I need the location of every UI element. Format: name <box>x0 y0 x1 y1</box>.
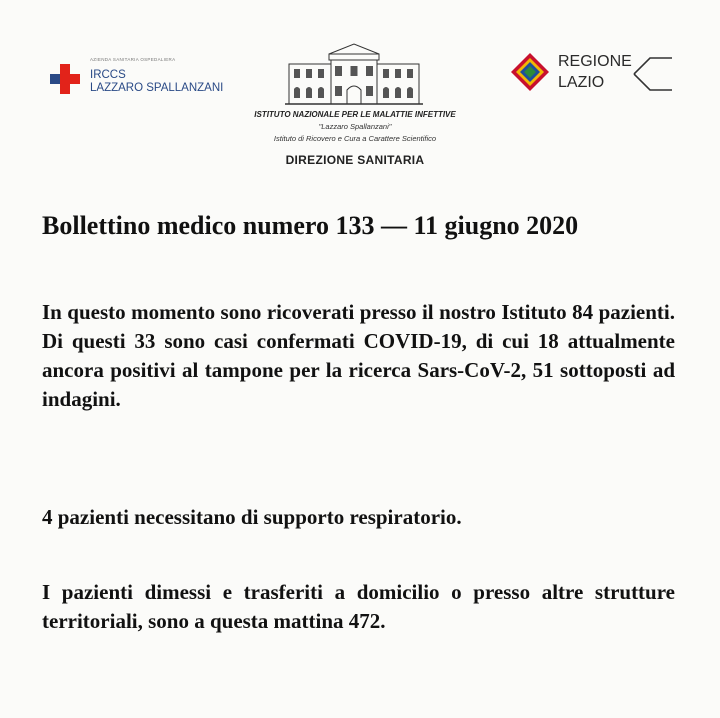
chevron-decoration-icon <box>632 52 674 96</box>
institute-subtitle: Istituto di Ricovero e Cura a Carattere Scientifico <box>273 134 437 143</box>
logo-spallanzani-text: LAZZARO SPALLANZANI <box>90 82 224 94</box>
department-name: DIREZIONE SANITARIA <box>285 153 425 167</box>
bulletin-paragraph-discharged: I pazienti dimessi e trasferiti a domicilio o presso altre strutture territoriali, sono a questa mattina 472. <box>42 580 675 633</box>
bulletin-title: Bollettino medico numero 133 — 11 giugno 2020 <box>42 211 579 240</box>
institute-name: "Lazzaro Spallanzani" <box>318 122 392 131</box>
logo-irccs-text: IRCCS <box>90 69 126 81</box>
logo-lazio-text: LAZIO <box>558 74 605 91</box>
regione-lazio-emblem-icon <box>510 52 550 92</box>
regione-lazio-logo <box>510 50 675 98</box>
bulletin-paragraph-respiratory: 4 pazienti necessitano di supporto respiratorio. <box>42 505 462 529</box>
institute-title: ISTITUTO NAZIONALE PER LE MALATTIE INFETTIVE <box>254 110 456 119</box>
institute-building-icon <box>285 42 423 108</box>
bulletin-paragraph-admissions: In questo momento sono ricoverati presso il nostro Istituto 84 pazienti. Di questi 33 sono casi confermati COVID-19, di cui 18 attualmente ancora positivi al tampone per la ricerca Sars-CoV-2, 51 sottoposti ad indagini. <box>42 300 675 411</box>
spallanzani-logo <box>50 52 250 98</box>
logo-small-caption: AZIENDA SANITARIA OSPEDALIERA <box>90 57 176 62</box>
red-cross-icon <box>50 64 80 94</box>
logo-regione-text: REGIONE <box>558 53 632 70</box>
